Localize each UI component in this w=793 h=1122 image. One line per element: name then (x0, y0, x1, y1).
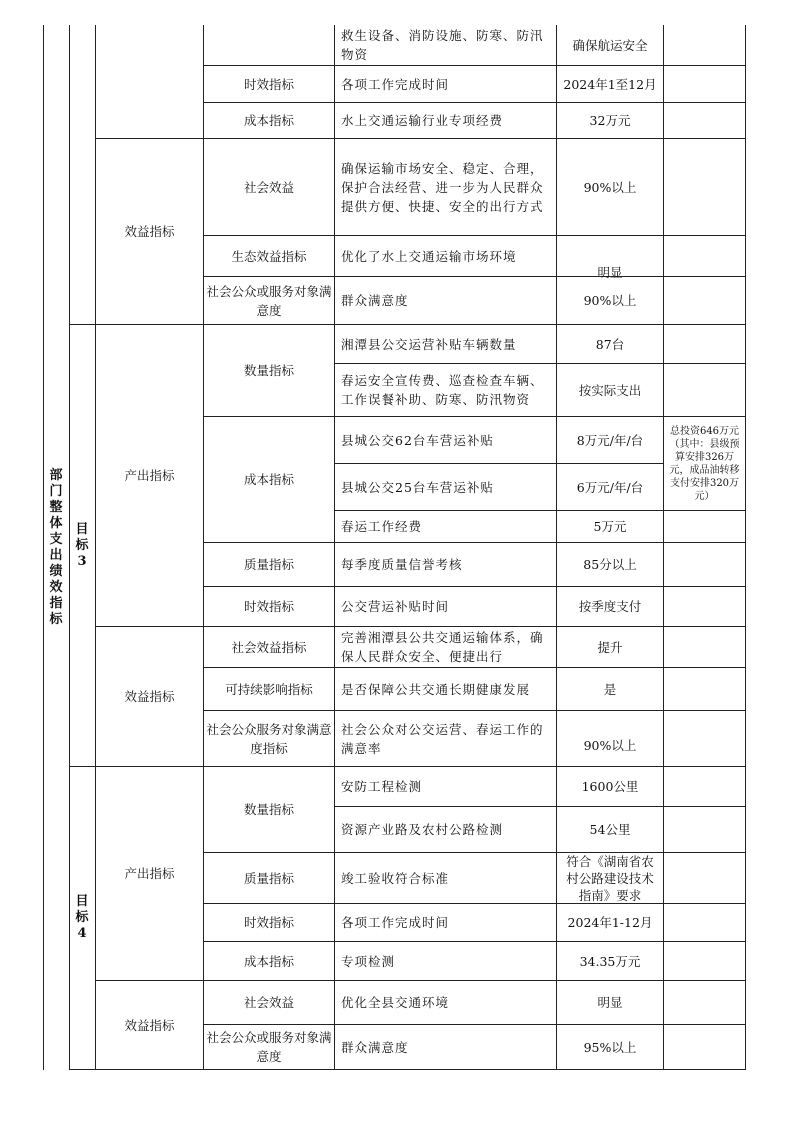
content-cell: 各项工作完成时间 (341, 915, 450, 930)
value-cell: 按实际支出 (578, 382, 642, 398)
indicator-cell: 生态效益指标 (231, 248, 307, 264)
value-cell: 1600公里 (581, 779, 639, 794)
category-cell: 效益指标 (124, 689, 175, 704)
content-cell: 公交营运补贴时间 (341, 599, 450, 614)
content-cell: 优化了水上交通运输市场环境 (341, 248, 517, 264)
indicator-cell: 数量指标 (243, 363, 294, 378)
indicator-cell: 成本指标 (243, 472, 294, 487)
content-cell: 每季度质量信誉考核 (341, 557, 463, 572)
value-cell: 32万元 (589, 113, 631, 128)
content-cell: 社会公众对公交运营、春运工作的满意率 (341, 721, 544, 756)
value-cell: 85分以上 (583, 557, 637, 572)
value-cell: 提升 (597, 639, 623, 655)
value-cell: 87台 (595, 336, 625, 352)
indicator-cell: 成本指标 (243, 953, 294, 969)
content-cell: 县城公交25台车营运补贴 (341, 479, 494, 495)
content-cell: 县城公交62台车营运补贴 (341, 432, 494, 448)
indicator-cell: 社会公众服务对象满意度指标 (206, 721, 332, 756)
value-cell: 8万元/年/台 (576, 432, 644, 448)
content-cell: 完善湘潭县公共交通运输体系，确保人民群众安全、便捷出行 (341, 630, 544, 664)
indicator-cell: 社会效益指标 (231, 639, 307, 655)
indicator-cell: 质量指标 (243, 557, 294, 572)
value-cell: 6万元/年/台 (576, 479, 644, 495)
value-cell: 2024年1-12月 (567, 915, 653, 930)
value-cell: 符合《湖南省农村公路建设技术指南》要求 (566, 853, 654, 903)
category-cell: 效益指标 (124, 1017, 175, 1033)
indicator-cell: 数量指标 (243, 802, 294, 817)
cost-note-cell: 总投资646万元（其中：县级预算安排326万元，成品油转移支付安排320万元） (669, 425, 740, 502)
indicator-cell: 可持续影响指标 (225, 681, 313, 697)
grid-line (745, 25, 746, 1070)
indicator-cell: 社会效益 (243, 179, 294, 195)
indicator-cell: 社会公众或服务对象满意度 (206, 1030, 332, 1064)
content-cell: 优化全县交通环境 (341, 995, 450, 1010)
indicator-cell: 社会公众或服务对象满意度 (206, 283, 332, 318)
indicator-cell: 时效指标 (243, 76, 294, 92)
content-cell: 水上交通运输行业专项经费 (341, 113, 504, 128)
value-cell: 2024年1至12月 (563, 76, 657, 92)
value-cell: 明显 (597, 995, 623, 1010)
grid-line (663, 363, 746, 364)
value-cell: 90%以上 (583, 293, 637, 308)
content-cell: 专项检测 (341, 953, 396, 969)
goal-3-label: 目标3 (75, 521, 89, 569)
indicator-cell: 成本指标 (243, 113, 294, 128)
value-cell: 5万元 (593, 519, 627, 534)
content-cell: 湘潭县公交运营补贴车辆数量 (341, 336, 517, 352)
content-cell: 群众满意度 (341, 293, 409, 308)
goal-4-label: 目标4 (75, 894, 89, 941)
value-cell: 按季度支付 (578, 599, 642, 614)
value-cell: 54公里 (589, 822, 631, 837)
value-cell: 确保航运安全 (572, 37, 648, 53)
content-cell: 各项工作完成时间 (341, 76, 450, 92)
content-cell: 群众满意度 (341, 1039, 409, 1055)
content-cell: 安防工程检测 (341, 779, 423, 794)
value-cell: 90%以上 (583, 738, 637, 753)
content-cell: 春运安全宣传费、巡查检查车辆、工作误餐补助、防寒、防汛物资 (341, 373, 544, 407)
category-cell: 产出指标 (124, 468, 175, 483)
content-cell: 救生设备、消防设施、防寒、防汛物资 (341, 28, 544, 62)
content-cell: 资源产业路及农村公路检测 (341, 822, 504, 837)
grid-line (69, 1069, 746, 1070)
content-cell: 是否保障公共交通长期健康发展 (341, 681, 531, 697)
content-cell: 确保运输市场安全、稳定、合理，保护合法经营、进一步为人民群众提供方便、快捷、安全的出行方式 (341, 160, 544, 214)
value-cell: 34.35万元 (579, 953, 641, 969)
value-cell: 95%以上 (583, 1039, 637, 1055)
indicator-cell: 时效指标 (243, 599, 294, 614)
indicator-cell: 时效指标 (243, 915, 294, 930)
indicator-cell: 社会效益 (243, 995, 294, 1010)
value-cell: 明显 (597, 264, 623, 280)
side-title: 部门整体支出绩效指标 (49, 467, 63, 627)
category-cell: 产出指标 (124, 866, 175, 881)
content-cell: 竣工验收符合标准 (341, 870, 450, 886)
grid-line (663, 25, 664, 1070)
value-cell: 是 (603, 681, 617, 697)
value-cell: 90%以上 (583, 179, 637, 195)
content-cell: 春运工作经费 (341, 519, 423, 534)
indicator-cell: 质量指标 (243, 870, 294, 886)
category-cell: 效益指标 (124, 224, 175, 239)
